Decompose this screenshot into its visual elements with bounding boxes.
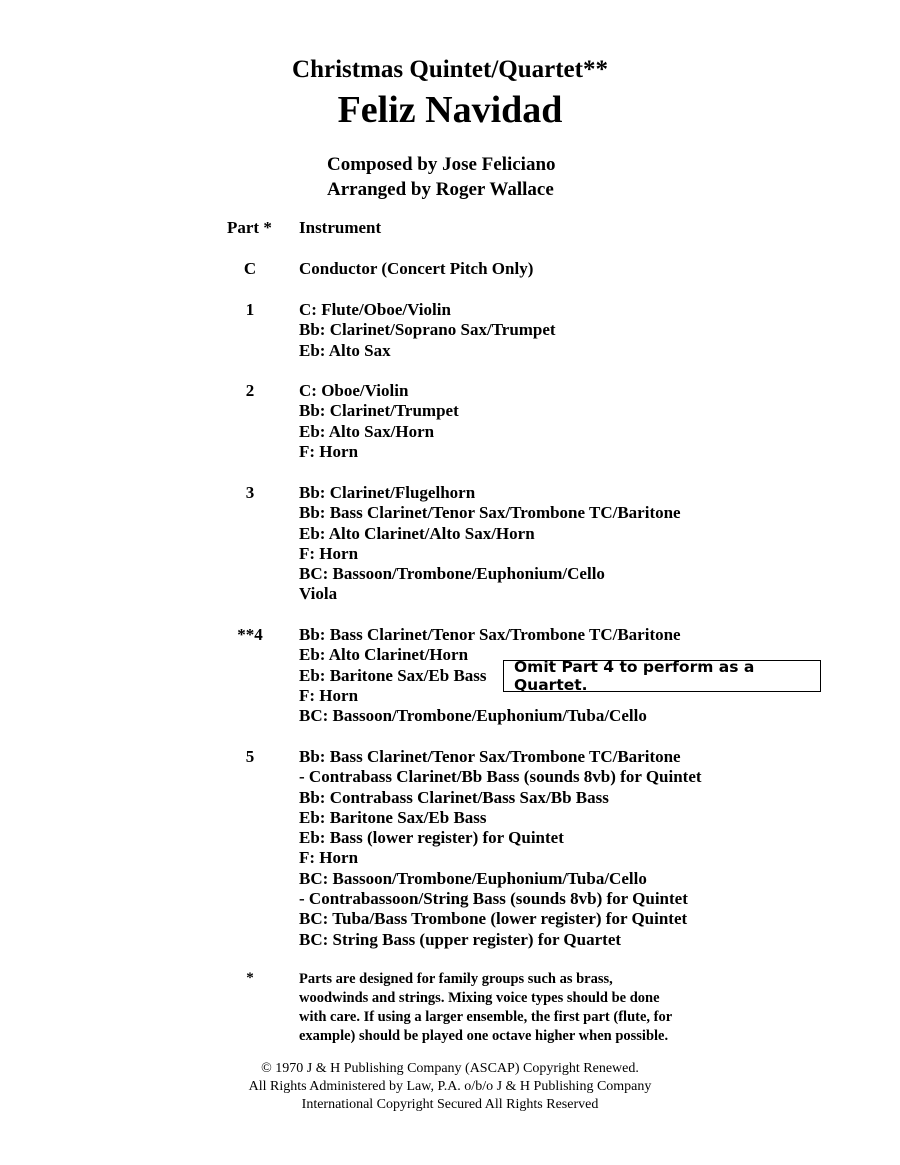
instrument-line: BC: Bassoon/Trombone/Euphonium/Tuba/Cello xyxy=(299,706,647,726)
instrument-line: Eb: Alto Sax/Horn xyxy=(299,421,435,441)
instrument-line: F: Horn xyxy=(299,441,359,461)
composer-credit: Composed by Jose Feliciano xyxy=(327,154,556,175)
part-label: 1 xyxy=(245,300,255,319)
copyright-notice xyxy=(0,1060,900,1114)
collection-title: Christmas Quintet/Quartet** xyxy=(292,56,608,83)
instrument-line: Eb: Bass (lower register) for Quintet xyxy=(299,828,564,848)
instrument-line: BC: Tuba/Bass Trombone (lower register) for Quintet xyxy=(299,909,688,929)
footnote-line: Parts are designed for family groups such as brass, xyxy=(299,971,613,987)
quartet-callout-box: Omit Part 4 to perform as a Quartet. xyxy=(503,660,821,692)
instrument-line: BC: Bassoon/Trombone/Euphonium/Tuba/Cello xyxy=(299,868,647,888)
instrument-line: Bb: Clarinet/Trumpet xyxy=(299,401,459,421)
instrument-line: Bb: Clarinet/Flugelhorn xyxy=(299,483,476,502)
instrument-line: Viola xyxy=(299,584,338,604)
instrument-line: Eb: Baritone Sax/Eb Bass xyxy=(299,665,487,685)
instrument-line: F: Horn xyxy=(299,848,359,868)
instrument-line: C: Flute/Oboe/Violin xyxy=(299,300,451,319)
copyright-line: © 1970 J & H Publishing Company (ASCAP) Copyright Renewed. xyxy=(261,1061,639,1076)
instrument-line: Bb: Bass Clarinet/Tenor Sax/Trombone TC/Baritone xyxy=(299,747,681,766)
instrument-line: - Contrabass Clarinet/Bb Bass (sounds 8vb) for Quintet xyxy=(299,767,702,787)
part-instruments xyxy=(299,381,459,462)
instrument-line: Conductor (Concert Pitch Only) xyxy=(299,259,534,278)
instrument-line: - Contrabassoon/String Bass (sounds 8vb) for Quintet xyxy=(299,889,688,909)
footnote-marker: * xyxy=(246,970,254,986)
instrument-line: Bb: Bass Clarinet/Tenor Sax/Trombone TC/Baritone xyxy=(299,625,681,644)
part-label: 3 xyxy=(245,483,255,502)
song-title: Feliz Navidad xyxy=(337,89,563,131)
copyright-line: International Copyright Secured All Rights Reserved xyxy=(301,1097,599,1112)
arranger-credit: Arranged by Roger Wallace xyxy=(327,179,554,200)
footnote-line: woodwinds and strings. Mixing voice types should be done xyxy=(299,990,660,1006)
part-instruments xyxy=(299,747,702,950)
part-label: 2 xyxy=(245,381,255,400)
instrument-line: Bb: Clarinet/Soprano Sax/Trumpet xyxy=(299,320,556,340)
instrument-line: Bb: Bass Clarinet/Tenor Sax/Trombone TC/Baritone xyxy=(299,503,681,523)
instrument-line: F: Horn xyxy=(299,543,359,563)
part-label: C xyxy=(243,259,257,278)
instrument-line: F: Horn xyxy=(299,685,359,705)
instrument-line: Eb: Alto Clarinet/Alto Sax/Horn xyxy=(299,523,535,543)
instrument-line: BC: Bassoon/Trombone/Euphonium/Cello xyxy=(299,564,605,584)
footnote-text xyxy=(299,970,672,1046)
part-label: **4 xyxy=(237,625,263,644)
instrument-line: Eb: Baritone Sax/Eb Bass xyxy=(299,807,487,827)
part-label: 5 xyxy=(245,747,255,766)
part-instruments xyxy=(299,483,681,605)
instrument-column-header: Instrument xyxy=(299,218,382,237)
footnote-line: example) should be played one octave higher when possible. xyxy=(299,1028,669,1044)
credits-block xyxy=(327,152,556,202)
copyright-line: All Rights Administered by Law, P.A. o/b/o J & H Publishing Company xyxy=(248,1079,652,1094)
instrument-line: BC: String Bass (upper register) for Quartet xyxy=(299,929,622,949)
part-instruments xyxy=(299,300,556,361)
instrument-line: Bb: Contrabass Clarinet/Bass Sax/Bb Bass xyxy=(299,787,609,807)
instrument-line: C: Oboe/Violin xyxy=(299,381,409,400)
instrument-line: Eb: Alto Sax xyxy=(299,340,391,360)
part-column-header: Part * xyxy=(227,218,272,237)
footnote-line: with care. If using a larger ensemble, the first part (flute, for xyxy=(299,1009,673,1025)
part-instruments xyxy=(299,259,533,279)
instrument-line: Eb: Alto Clarinet/Horn xyxy=(299,645,469,665)
